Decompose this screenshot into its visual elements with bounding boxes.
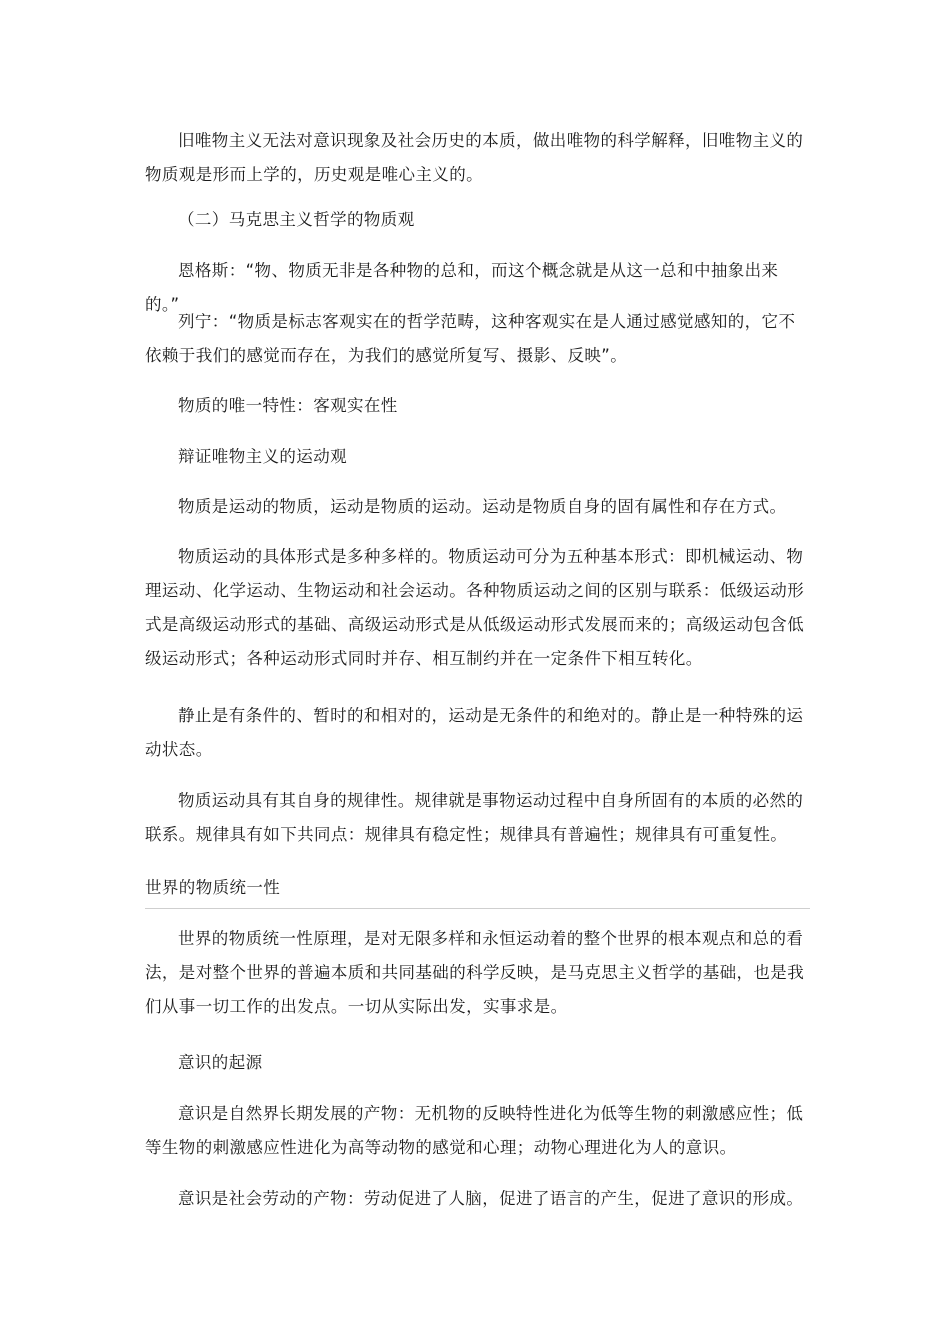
paragraph-rest-and-motion: 静止是有条件的、暂时的和相对的，运动是无条件的和绝对的。静止是一种特殊的运动状态。 xyxy=(145,706,804,759)
paragraph-engels-quote: 恩格斯：“物、物质无非是各种物的总和，而这个概念就是从这一总和中抽象出来的。” xyxy=(145,261,779,314)
section-heading-marxist-view: （二）马克思主义哲学的物质观 xyxy=(178,210,415,229)
paragraph-consciousness-nature: 意识是自然界长期发展的产物：无机物的反映特性进化为低等生物的刺激感应性；低等生物的刺激感应性进化为高等动物的感觉和心理；动物心理进化为人的意识。 xyxy=(145,1104,804,1157)
paragraph-consciousness-labor: 意识是社会劳动的产物：劳动促进了人脑，促进了语言的产生，促进了意识的形成。 xyxy=(178,1189,804,1208)
paragraph-unique-property: 物质的唯一特性：客观实在性 xyxy=(178,396,398,415)
section-divider xyxy=(145,908,810,909)
paragraph-motion-forms: 物质运动的具体形式是多种多样的。物质运动可分为五种基本形式：即机械运动、物理运动、化学运动、生物运动和社会运动。各种物质运动之间的区别与联系：低级运动形式是高级运动形式的基础、高级运动形式是从低级运动形式发展而来的；高级运动包含低级运动形式；各种运动形式同时并存、相互制约并在一定条件下相互转化。 xyxy=(145,547,805,668)
heading-origin-of-consciousness: 意识的起源 xyxy=(178,1053,263,1072)
paragraph-unity-principle: 世界的物质统一性原理，是对无限多样和永恒运动着的整个世界的根本观点和总的看法，是对整个世界的普遍本质和共同基础的科学反映，是马克思主义哲学的基础，也是我们从事一切工作的出发点。一切从实际出发，实事求是。 xyxy=(145,929,805,1016)
paragraph-matter-motion: 物质是运动的物质，运动是物质的运动。运动是物质自身的固有属性和存在方式。 xyxy=(178,497,787,516)
heading-motion-view: 辩证唯物主义的运动观 xyxy=(178,447,347,466)
heading-material-unity: 世界的物质统一性 xyxy=(145,878,281,897)
paragraph-laws: 物质运动具有其自身的规律性。规律就是事物运动过程中自身所固有的本质的必然的联系。规律具有如下共同点：规律具有稳定性；规律具有普遍性；规律具有可重复性。 xyxy=(145,791,804,844)
paragraph-old-materialism: 旧唯物主义无法对意识现象及社会历史的本质，做出唯物的科学解释，旧唯物主义的物质观是形而上学的，历史观是唯心主义的。 xyxy=(145,131,804,184)
paragraph-lenin-quote: 列宁：“物质是标志客观实在的哲学范畴，这种客观实在是人通过感觉感知的，它不依赖于我们的感觉而存在，为我们的感觉所复写、摄影、反映”。 xyxy=(145,312,796,365)
